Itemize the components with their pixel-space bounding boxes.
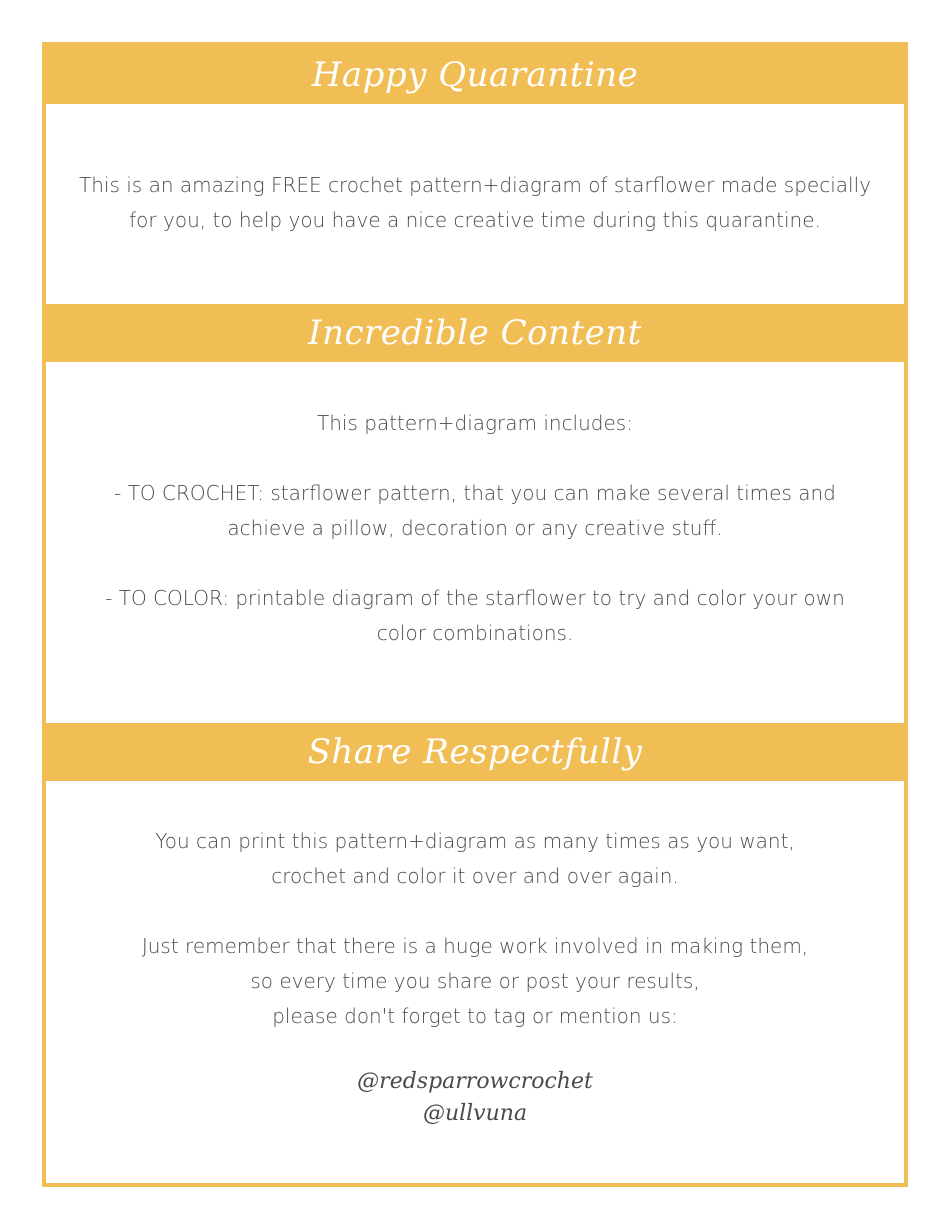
text-line: You can print this pattern+diagram as many times as you want,	[155, 829, 795, 853]
content-item-crochet	[46, 476, 904, 546]
handle-ullvuna: @ullvuna	[422, 1101, 528, 1126]
section-title: Share Respectfully	[307, 732, 643, 772]
section-body-content	[46, 406, 904, 651]
page-frame	[42, 42, 908, 1187]
text-line: - TO COLOR: printable diagram of the starflower to try and color your own	[105, 586, 845, 610]
share-paragraph-2	[46, 929, 904, 1034]
section-title: Happy Quarantine	[311, 55, 639, 95]
text-line: This pattern+diagram includes:	[317, 411, 633, 435]
section-body-intro	[46, 168, 904, 238]
section-header-incredible-content	[46, 304, 904, 362]
section-body-share	[46, 824, 904, 1130]
text-line: for you, to help you have a nice creative time during this quarantine.	[129, 208, 821, 232]
text-line: Just remember that there is a huge work involved in making them,	[141, 934, 809, 958]
text-line: crochet and color it over and over again.	[271, 864, 679, 888]
intro-paragraph	[46, 168, 904, 238]
text-line: please don't forget to tag or mention us:	[272, 1004, 678, 1028]
text-line: This is an amazing FREE crochet pattern+diagram of starflower made specially	[79, 173, 871, 197]
social-handles	[46, 1066, 904, 1130]
section-header-share-respectfully	[46, 723, 904, 781]
text-line: color combinations.	[376, 621, 574, 645]
share-paragraph-1	[46, 824, 904, 894]
section-title: Incredible Content	[308, 313, 642, 353]
content-item-color	[46, 581, 904, 651]
text-line: - TO CROCHET: starflower pattern, that you can make several times and	[114, 481, 836, 505]
text-line: achieve a pillow, decoration or any creative stuff.	[227, 516, 723, 540]
text-line: so every time you share or post your results,	[250, 969, 700, 993]
handle-redsparrowcrochet: @redsparrowcrochet	[357, 1069, 593, 1094]
section-header-happy-quarantine	[46, 46, 904, 104]
content-intro	[46, 406, 904, 441]
